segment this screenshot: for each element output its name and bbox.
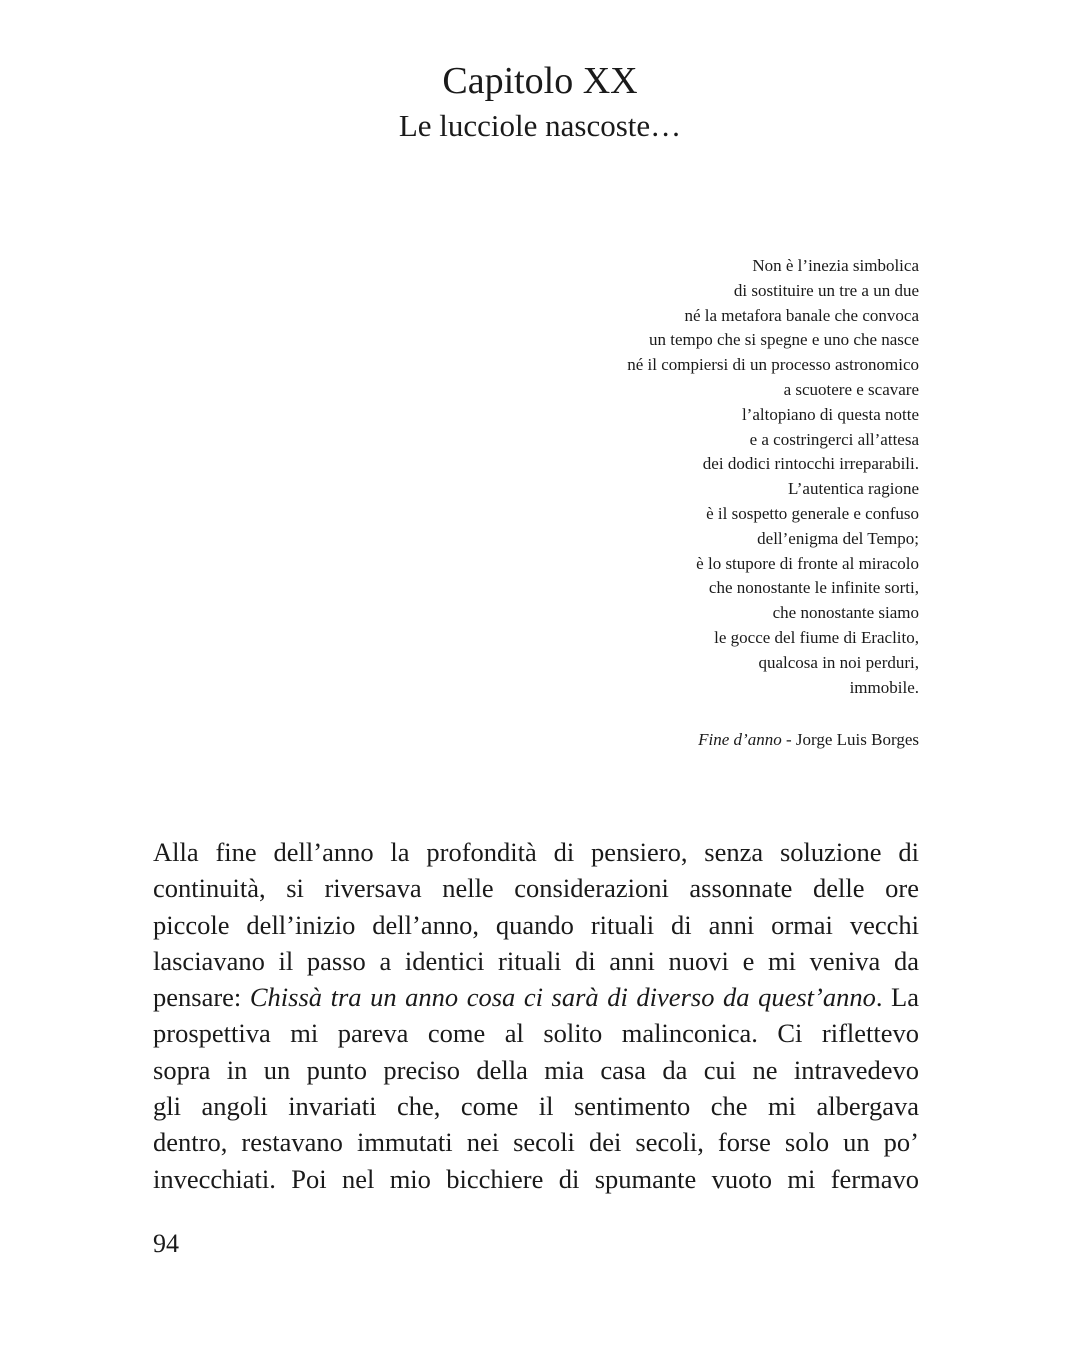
epigraph: [499, 254, 919, 753]
epigraph-line: dell’enigma del Tempo;: [757, 528, 919, 548]
epigraph-line: un tempo che si spegne e uno che nasce: [648, 330, 919, 350]
epigraph-line: di sostituire un tre a un due: [733, 280, 919, 300]
epigraph-line: Non è l’inezia simbolica: [752, 256, 919, 275]
epigraph-line: L’autentica ragione: [787, 479, 919, 499]
body-line: prospettiva mi pareva come al solito malinconica. Ci riflettevo: [153, 1018, 919, 1049]
epigraph-source-author: Jorge Luis Borges: [795, 730, 919, 750]
body-line: sopra in un punto preciso della mia casa da cui ne intravedevo: [153, 1054, 919, 1085]
epigraph-line: che nonostante le infinite sorti,: [708, 578, 919, 598]
body-line: gli angoli invariati che, come il sentimento che mi albergava: [153, 1091, 919, 1122]
chapter-heading: [0, 58, 1080, 146]
epigraph-line: qualcosa in noi perduri,: [758, 652, 919, 672]
epigraph-line: immobile.: [849, 677, 919, 697]
body-line: Alla fine dell’anno la profondità di pensiero, senza soluzione di: [153, 837, 919, 867]
body-line: continuità, si riversava nelle considerazioni assonnate delle ore: [153, 873, 919, 904]
epigraph-line: è lo stupore di fronte al miracolo: [696, 553, 919, 573]
epigraph-source-separator: -: [781, 730, 796, 750]
body-line: piccole dell’inizio dell’anno, quando rituali di anni ormai vecchi: [153, 909, 919, 940]
body-line: lasciavano il passo a identici rituali di anni nuovi e mi veniva da: [153, 945, 919, 976]
chapter-title: Capitolo XX: [442, 60, 638, 102]
epigraph-line: è il sospetto generale e confuso: [706, 503, 919, 523]
epigraph-line: l’altopiano di questa notte: [741, 404, 919, 424]
body-line: invecchiati. Poi nel mio bicchiere di spumante vuoto mi fermavo: [153, 1163, 919, 1194]
epigraph-source-work: Fine d’anno: [698, 730, 782, 750]
epigraph-source: [499, 728, 919, 753]
epigraph-line: né il compiersi di un processo astronomico: [627, 355, 919, 375]
body-line-text: pensare:: [153, 982, 250, 1013]
page-number: 94: [153, 1229, 179, 1258]
epigraph-line: né la metafora banale che convoca: [684, 305, 919, 325]
epigraph-line: che nonostante siamo: [772, 603, 919, 623]
body-line: dentro, restavano immutati nei secoli dei secoli, forse solo un po’: [153, 1127, 919, 1158]
epigraph-line: e a costringerci all’attesa: [749, 429, 919, 449]
body-line: [153, 979, 919, 1015]
epigraph-line: dei dodici rintocchi irreparabili.: [702, 454, 919, 474]
body-line-text: . La: [875, 982, 919, 1013]
chapter-subtitle: Le lucciole nascoste…: [398, 108, 682, 143]
epigraph-line: le gocce del fiume di Eraclito,: [714, 627, 919, 647]
body-line-italic-quote: Chissà tra un anno cosa ci sarà di diverso da quest’anno: [249, 982, 876, 1013]
body-paragraph: [153, 834, 919, 1197]
epigraph-line: a scuotere e scavare: [783, 379, 919, 399]
